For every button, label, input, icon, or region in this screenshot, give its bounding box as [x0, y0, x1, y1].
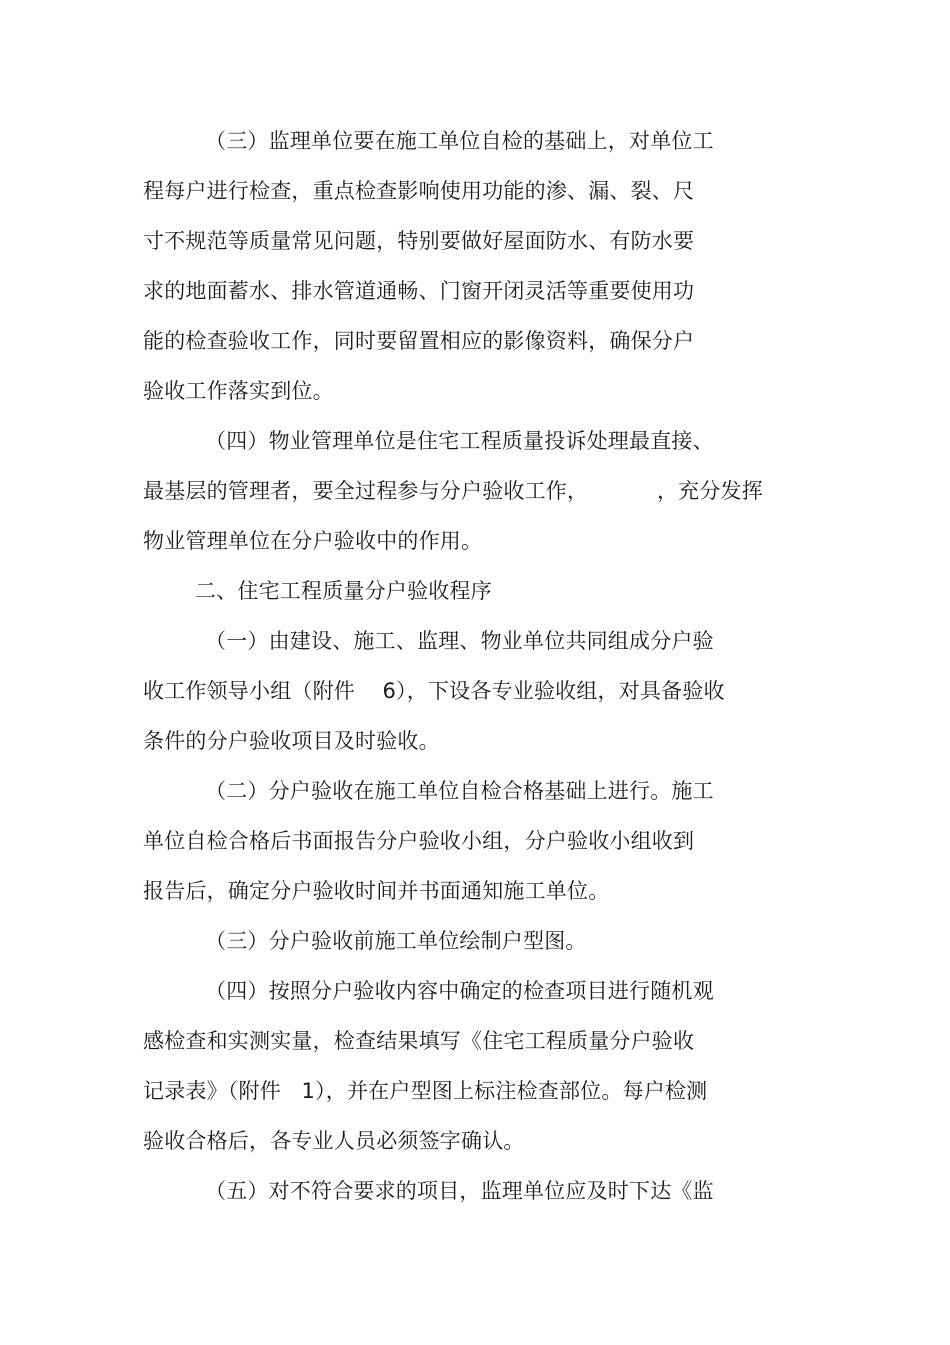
paragraph-line: 条件的分户验收项目及时验收。 [143, 729, 440, 753]
paragraph-line: 收工作领导小组（附件 6），下设各专业验收组，对具备验收 [143, 679, 725, 703]
paragraph-line: 物业管理单位在分户验收中的作用。 [143, 529, 483, 553]
paragraph-line: （四）物业管理单位是住宅工程质量投诉处理最直接、 [205, 429, 714, 453]
paragraph-line: 验收工作落实到位。 [143, 379, 334, 403]
paragraph-line: 报告后，确定分户验收时间并书面通知施工单位。 [143, 879, 610, 903]
paragraph-line: 能的检查验收工作，同时要留置相应的影像资料，确保分户 [143, 329, 695, 353]
paragraph-line: 寸不规范等质量常见问题，特别要做好屋面防水、有防水要 [143, 229, 695, 253]
paragraph-line: 单位自检合格后书面报告分户验收小组，分户验收小组收到 [143, 829, 695, 853]
paragraph-line: 最基层的管理者，要全过程参与分户验收工作， ，充分发挥 [143, 479, 763, 503]
paragraph-line: （三）分户验收前施工单位绘制户型图。 [205, 929, 587, 953]
paragraph-line: 感检查和实测实量，检查结果填写《住宅工程质量分户验收 [143, 1029, 695, 1053]
paragraph-line: 记录表》（附件 1），并在户型图上标注检查部位。每户检测 [143, 1079, 708, 1103]
paragraph-line: （二）分户验收在施工单位自检合格基础上进行。施工 [205, 779, 714, 803]
paragraph-line: （三）监理单位要在施工单位自检的基础上，对单位工 [205, 129, 714, 153]
section-heading: 二、住宅工程质量分户验收程序 [195, 579, 492, 603]
paragraph-line: （一）由建设、施工、监理、物业单位共同组成分户验 [205, 629, 714, 653]
paragraph-line: （五）对不符合要求的项目，监理单位应及时下达《监 [205, 1179, 714, 1203]
paragraph-line: （四）按照分户验收内容中确定的检查项目进行随机观 [205, 979, 714, 1003]
paragraph-line: 验收合格后，各专业人员必须签字确认。 [143, 1129, 525, 1153]
paragraph-line: 求的地面蓄水、排水管道通畅、门窗开闭灵活等重要使用功 [143, 279, 695, 303]
paragraph-line: 程每户进行检查，重点检查影响使用功能的渗、漏、裂、尺 [143, 179, 695, 203]
